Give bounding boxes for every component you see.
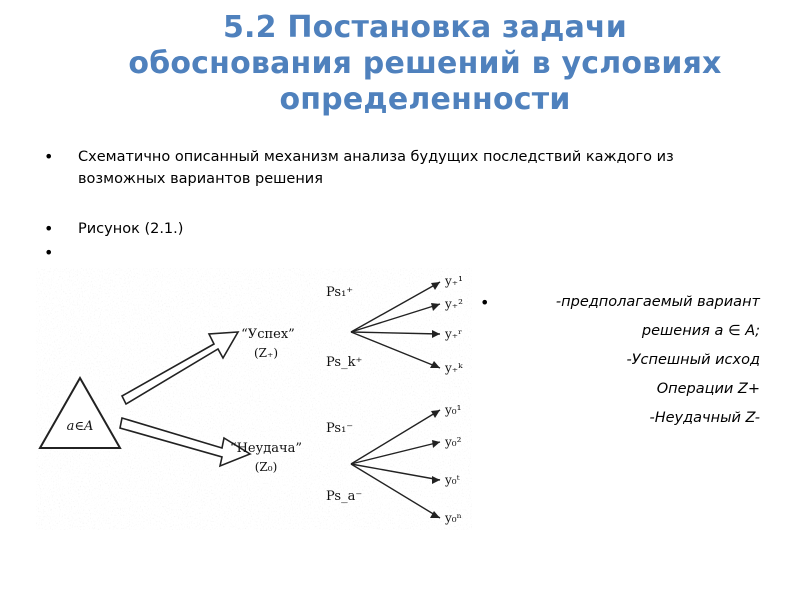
node-ps1-plus: Ps₁⁺ [326,285,354,300]
scan-noise [36,268,472,530]
failure-label: “Неудача” [229,441,303,456]
outcome-success-1: y₊¹ [445,274,463,288]
decision-diagram [36,268,472,530]
bullet-list [44,146,744,264]
side-bullet [478,288,760,433]
node-psk-plus: Ps_k⁺ [326,355,363,370]
bullet-description: • Схематично описанный механизм анализа будущих последствий каждого из возможных вариантов решения [44,146,744,216]
outcome-failure-1: y₀¹ [445,403,462,417]
side-line-3: -Успешный исход [626,352,760,368]
node-ps1-minus: Ps₁⁻ [326,421,354,436]
bullet-figure-ref: • Рисунок (2.1.) [44,218,744,240]
success-set: (Z₊) [253,346,279,360]
outcome-success-r: y₊ʳ [445,327,463,341]
outcome-success-k: y₊ᵏ [445,361,463,375]
success-label: “Успех” [241,327,295,342]
side-line-1: -предполагаемый вариант [555,294,760,310]
side-line-5: -Неудачный Z- [649,410,760,426]
outcome-failure-n: y₀ⁿ [445,511,462,525]
outcome-failure-2: y₀² [445,435,462,449]
failure-set: (Z₀) [254,460,278,474]
bullet-empty [44,242,744,264]
title-line-2: обоснования решений в условиях [128,46,722,81]
side-line-2: решения а ∈ А; [641,323,760,339]
side-bullet-dot: • [480,293,490,312]
node-psa-minus: Ps_a⁻ [326,489,363,504]
triangle-label: a∈A [66,419,94,434]
outcome-failure-t: y₀ᵗ [445,473,460,487]
outcome-success-2: y₊² [445,297,463,311]
title-line-1: 5.2 Постановка задачи [222,10,628,45]
title-line-3: определенности [279,82,571,117]
slide-title [60,10,790,118]
side-line-4: Операции Z+ [656,381,760,397]
